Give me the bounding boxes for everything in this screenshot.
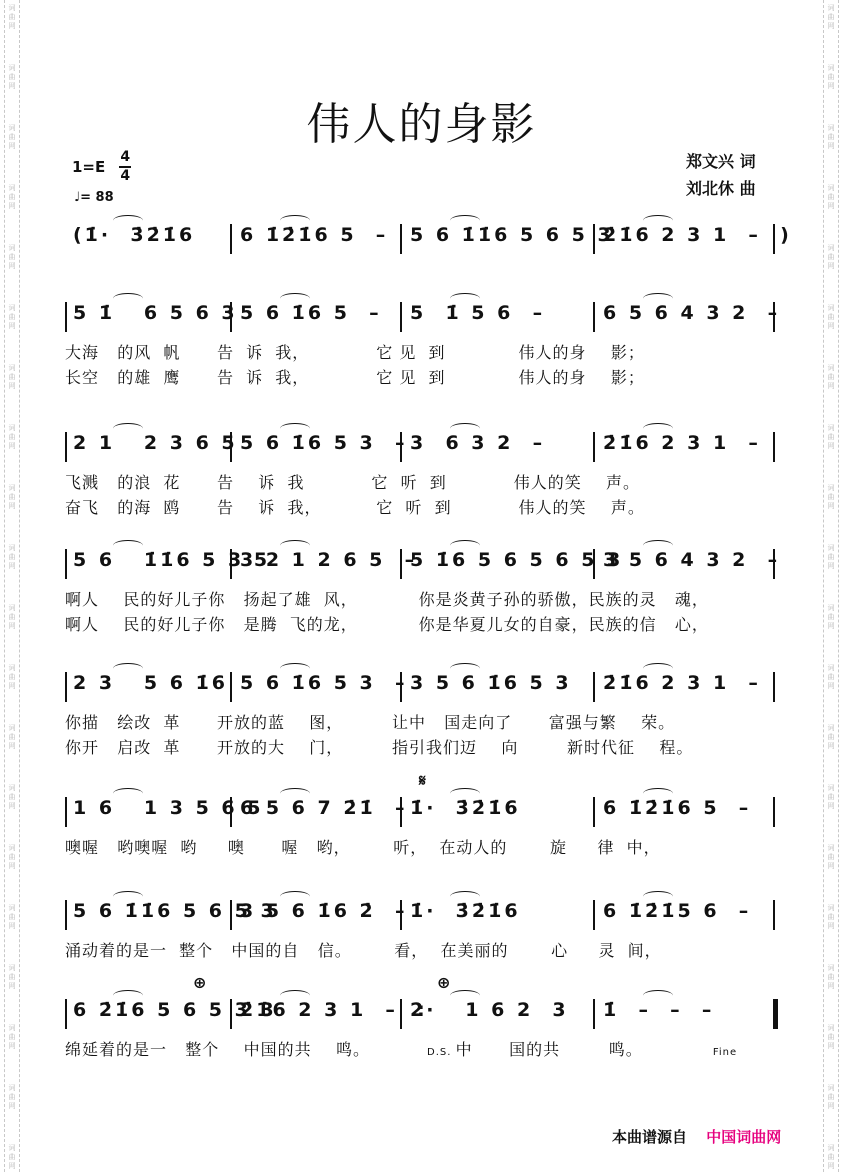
watermark-text: 词 曲 网 bbox=[8, 964, 16, 990]
score-row bbox=[65, 545, 781, 634]
coda-sign: ⊕ bbox=[437, 973, 451, 992]
measure: 6 2̇1̇6 5 6 5 3 3 bbox=[73, 999, 277, 1021]
measure: 1̇· 3̇2̇1̇6 bbox=[410, 797, 521, 819]
measure: 6 5 6 7 2̇1̇ – bbox=[240, 797, 408, 819]
barline bbox=[593, 999, 595, 1029]
barline bbox=[65, 999, 67, 1029]
watermark-text: 词 曲 网 bbox=[8, 64, 16, 90]
barline bbox=[400, 224, 402, 254]
score-row bbox=[65, 896, 780, 960]
barline bbox=[773, 999, 778, 1029]
measure: 1̇ – – – bbox=[603, 999, 714, 1021]
measure: 6 1̇2̇1̇6 5 – bbox=[603, 797, 751, 819]
watermark-text: 词 曲 网 bbox=[827, 424, 835, 450]
measure: 3 5 6 1̇6 5 3 bbox=[410, 672, 572, 694]
lyric-line: 啊人 民的好儿子你 扬起了雄 风， 你是炎黄子孙的骄傲，民族的灵 魂， bbox=[65, 590, 709, 609]
lyric-line: 飞溅 的浪 花 告 诉 我 它 听 到 伟人的笑 声。 bbox=[65, 473, 641, 492]
barline bbox=[65, 432, 67, 462]
barline bbox=[593, 302, 595, 332]
score-row bbox=[65, 428, 780, 517]
barline bbox=[65, 302, 67, 332]
left-watermark-strip bbox=[4, 0, 20, 1172]
score-row bbox=[65, 220, 792, 260]
measure: 2 1 2 3 6 5 bbox=[73, 432, 238, 454]
lyric-line: 你描 绘改 革 开放的蓝 图， 让中 国走向了 富强与繁 荣。 bbox=[65, 713, 676, 732]
measure: 5 6 1̇6 5 3 – bbox=[240, 672, 408, 694]
watermark-text: 词 曲 网 bbox=[827, 1024, 835, 1050]
footer-brand: 中国词曲网 bbox=[706, 1128, 782, 1146]
measure: 2̇1̇6 2 3 1 – bbox=[603, 672, 761, 694]
watermark-text: 词 曲 网 bbox=[8, 124, 16, 150]
watermark-text: 词 曲 网 bbox=[827, 904, 835, 930]
measure: 2̇1̇6 2 3 1 – ) bbox=[603, 224, 792, 246]
composer: 刘北休 曲 bbox=[686, 179, 756, 198]
measure: 6 1̇2̇1̇6 5 – bbox=[240, 224, 388, 246]
watermark-text: 词 曲 网 bbox=[8, 844, 16, 870]
watermark-text: 词 曲 网 bbox=[8, 184, 16, 210]
notes-line bbox=[65, 793, 780, 833]
watermark-text: 词 曲 网 bbox=[827, 664, 835, 690]
watermark-text: 词 曲 网 bbox=[827, 724, 835, 750]
fine-mark: Fine bbox=[712, 1047, 738, 1058]
measure: 5 1̇ 6 5 6 3 bbox=[73, 302, 238, 324]
measure: 3 6 3 2 – bbox=[410, 432, 545, 454]
measure: 1̇· 3̇2̇1̇6 bbox=[410, 900, 521, 922]
watermark-text: 词 曲 网 bbox=[827, 304, 835, 330]
measure: 6 5 6 4 3 2 – bbox=[603, 302, 780, 324]
measure: 2̇1̇6 2 3 1 – bbox=[603, 432, 761, 454]
watermark-text: 词 曲 网 bbox=[8, 664, 16, 690]
watermark-text: 词 曲 网 bbox=[8, 604, 16, 630]
measure: 5 6 1̇6 5 3 – bbox=[240, 432, 408, 454]
watermark-text: 词 曲 网 bbox=[827, 184, 835, 210]
barline bbox=[65, 672, 67, 702]
lyric-line: 大海 的风 帆 告 诉 我， 它 见 到 伟人的身 影； bbox=[65, 343, 645, 362]
song-title: 伟人的身影 bbox=[306, 99, 537, 150]
time-signature: $\frac{4}{4}$ bbox=[120, 149, 131, 184]
measure: 5 6 1̇6 5 – bbox=[240, 302, 382, 324]
measure: 6 1̇2̇1̇5 6 – bbox=[603, 900, 751, 922]
barline bbox=[773, 900, 775, 930]
credits bbox=[686, 148, 756, 202]
lyric-line: 噢喔 哟噢喔 哟 噢 喔 哟， 听， 在动人的 旋 律 中， bbox=[65, 838, 661, 857]
lyric-line: 长空 的雄 鹰 告 诉 我， 它 见 到 伟人的身 影； bbox=[65, 368, 645, 387]
final-lyric bbox=[427, 1037, 737, 1060]
barline bbox=[593, 432, 595, 462]
coda-sign: ⊕ bbox=[193, 973, 207, 992]
barline bbox=[230, 224, 232, 254]
watermark-text: 词 曲 网 bbox=[827, 124, 835, 150]
score-row bbox=[65, 973, 780, 1059]
measure: 5 6 1̇1̇6 5 6 5 3 bbox=[410, 224, 614, 246]
measure: 3 2 1 2 6 5 – bbox=[240, 549, 417, 571]
barline bbox=[773, 797, 775, 827]
barline bbox=[230, 672, 232, 702]
watermark-text: 词 曲 网 bbox=[8, 364, 16, 390]
lyricist: 郑文兴 词 bbox=[686, 152, 756, 171]
lyric-line: 你开 启改 革 开放的大 门， 指引我们迈 向 新时代征 程。 bbox=[65, 738, 694, 757]
measure: 3 5 6 1̇6 2̇ – bbox=[240, 900, 408, 922]
watermark-text: 词 曲 网 bbox=[8, 1144, 16, 1170]
watermark-text: 词 曲 网 bbox=[827, 844, 835, 870]
measure: 5 6 1̇1̇6 5 6 5 3 bbox=[73, 900, 277, 922]
key-signature bbox=[72, 150, 131, 184]
score-row bbox=[65, 298, 781, 387]
watermark-text: 词 曲 网 bbox=[8, 1024, 16, 1050]
notes-line bbox=[65, 896, 780, 936]
key-label: 1=E bbox=[72, 158, 106, 176]
score-row bbox=[65, 771, 780, 857]
footer-source: 本曲谱源自 bbox=[612, 1128, 688, 1146]
notes-line bbox=[65, 668, 780, 708]
barline bbox=[773, 432, 775, 462]
lyric-line: 绵延着的是一 整个 中国的共 鸣。 bbox=[65, 1040, 370, 1059]
barline bbox=[65, 549, 67, 579]
measure: 2 3 5 6 1̇6 bbox=[73, 672, 228, 694]
watermark-text: 词 曲 网 bbox=[8, 244, 16, 270]
lyric-line: 啊人 民的好儿子你 是腾 飞的龙， 你是华夏儿女的自豪，民族的信 心， bbox=[65, 615, 709, 634]
measure: 2· 1 6 2 3 bbox=[410, 999, 569, 1021]
watermark-text: 词 曲 网 bbox=[8, 784, 16, 810]
lyric-line: 奋飞 的海 鸥 告 诉 我， 它 听 到 伟人的笑 声。 bbox=[65, 498, 645, 517]
watermark-text: 词 曲 网 bbox=[827, 964, 835, 990]
watermark-text: 词 曲 网 bbox=[827, 4, 835, 30]
watermark-text: 词 曲 网 bbox=[827, 784, 835, 810]
watermark-text: 词 曲 网 bbox=[827, 544, 835, 570]
segno-sign: 𝄋 bbox=[419, 771, 426, 790]
watermark-text: 词 曲 网 bbox=[8, 4, 16, 30]
footer bbox=[612, 1126, 781, 1147]
watermark-text: 词 曲 网 bbox=[827, 244, 835, 270]
measure: 3 5 6 4 3 2 – bbox=[603, 549, 780, 571]
watermark-text: 词 曲 网 bbox=[827, 1084, 835, 1110]
final-lyric-text: 中 国的共 鸣。 bbox=[455, 1040, 643, 1059]
watermark-text: 词 曲 网 bbox=[827, 604, 835, 630]
measure: (1̇· 3̇2̇1̇6 bbox=[73, 224, 195, 246]
measure: 2̇1̇6 2 3 1 – : bbox=[240, 999, 428, 1021]
measure: 5 1̇ 5 6 – bbox=[410, 302, 545, 324]
ds-mark: D.S. bbox=[427, 1047, 456, 1058]
watermark-text: 词 曲 网 bbox=[8, 1084, 16, 1110]
watermark-text: 词 曲 网 bbox=[827, 364, 835, 390]
score-row bbox=[65, 668, 780, 757]
barline bbox=[593, 900, 595, 930]
watermark-text: 词 曲 网 bbox=[8, 904, 16, 930]
notes-line bbox=[65, 298, 780, 338]
watermark-text: 词 曲 网 bbox=[8, 724, 16, 750]
watermark-text: 词 曲 网 bbox=[8, 304, 16, 330]
watermark-text: 词 曲 网 bbox=[827, 484, 835, 510]
measure: 1 6 1 3 5 6 5 bbox=[73, 797, 263, 819]
barline bbox=[65, 900, 67, 930]
notes-line bbox=[65, 995, 780, 1035]
barline bbox=[400, 302, 402, 332]
watermark-text: 词 曲 网 bbox=[8, 484, 16, 510]
notes-line bbox=[65, 428, 780, 468]
notes-line bbox=[65, 545, 780, 585]
lyric-line: 涌动着的是一 整个 中国的自 信。 看， 在美丽的 心 灵 间， bbox=[65, 941, 662, 960]
barline bbox=[593, 672, 595, 702]
right-watermark-strip bbox=[823, 0, 839, 1172]
barline bbox=[773, 672, 775, 702]
barline bbox=[593, 797, 595, 827]
notes-line bbox=[65, 220, 792, 260]
measure: 5 6 1̇1̇6 5 3 5 bbox=[73, 549, 270, 571]
watermark-text: 词 曲 网 bbox=[8, 424, 16, 450]
tempo-mark: ♩= 88 bbox=[74, 190, 114, 205]
watermark-text: 词 曲 网 bbox=[8, 544, 16, 570]
barline bbox=[65, 797, 67, 827]
watermark-text: 词 曲 网 bbox=[827, 64, 835, 90]
watermark-text: 词 曲 网 bbox=[827, 1144, 835, 1170]
measure: 5 1̇6 5 6 5 6 5 3 bbox=[410, 549, 623, 571]
